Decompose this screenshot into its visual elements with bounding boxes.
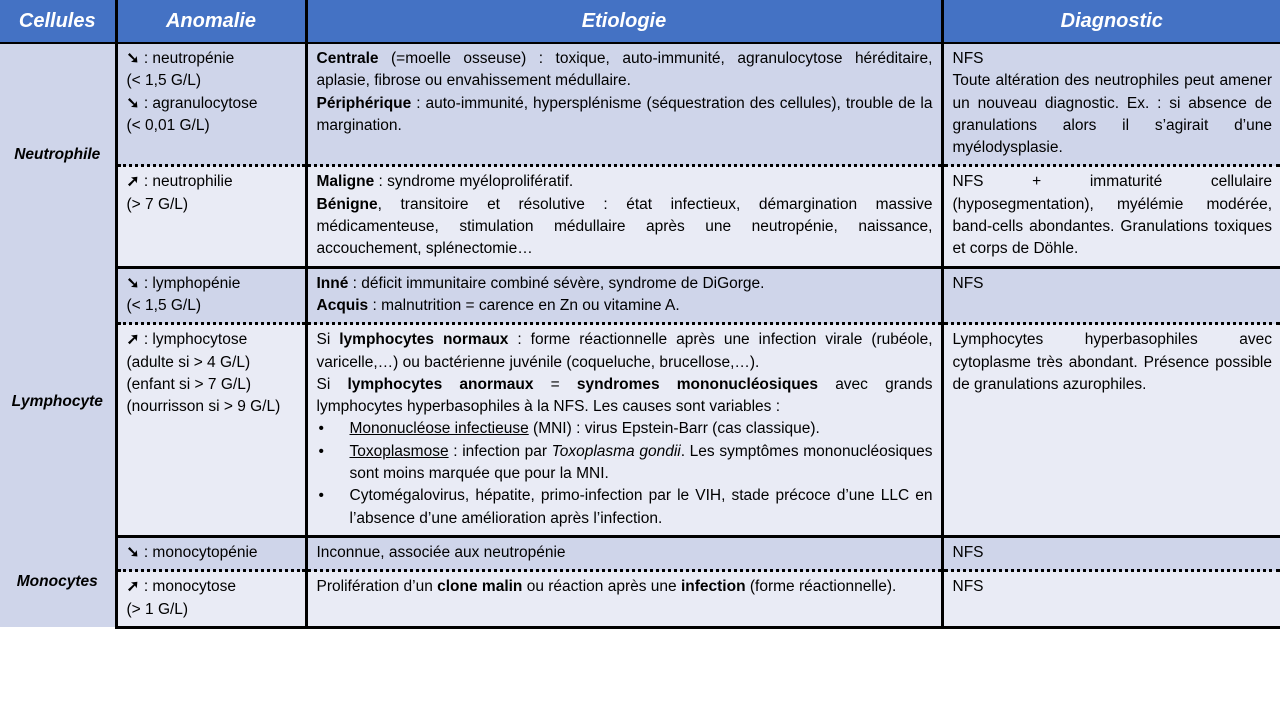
diagnostic-text: Toute altération des neutrophiles peut amener un nouveau diagnostic. Ex. : si absence de granulations alors il s’agirait d’une myélodysplasie. [952,72,1272,157]
arrow-down-icon: ➘ [126,274,140,292]
bullet-icon: • [318,487,324,505]
anomalie-threshold: (enfant si > 7 G/L) [126,375,251,393]
table-row-lymphocytose [0,324,1280,537]
header-etiologie: Etiologie [306,0,942,43]
text-lymphocytes-normaux: : forme réactionnelle après une infection virale (rubéole, varicelle,…) ou bactérienne juvénile (coqueluche, brucellose,…). [316,331,933,371]
anomalie-threshold: (< 1,5 G/L) [126,296,202,314]
etiologie-lymphocytose [306,324,942,537]
header-diagnostic: Diagnostic [942,0,1280,43]
text-equals: = [533,375,577,393]
label-benigne: Bénigne [316,195,378,213]
label-centrale: Centrale [316,50,379,67]
text-forme-reactionnelle: (forme réactionnelle). [745,578,897,596]
anomalie-text: : monocytose [143,578,236,596]
diagnostic-lymphocytose: Lymphocytes hyperbasophiles avec cytoplasme très abondant. Présence possible de granulations azurophiles. [942,324,1280,537]
text-inne: : déficit immunitaire combiné sévère, syndrome de DiGorge. [348,274,765,292]
anomalie-text: : monocytopénie [143,543,258,561]
text-toxoplasmose: : infection par [448,442,552,460]
list-item [317,418,933,440]
anomalie-text: : lymphocytose [143,331,248,349]
etiologie-monocytose [306,571,942,628]
label-lymphocytes-normaux: lymphocytes normaux [339,331,509,349]
anomalie-monocytose [116,571,306,628]
header-row [0,0,1280,43]
arrow-up-icon: ➚ [126,173,140,191]
list-item [317,485,933,530]
etiologie-neutrophilie [306,166,942,267]
text-si: Si [316,331,340,349]
anomalie-threshold: (< 1,5 G/L) [126,72,202,90]
anomalie-text: : neutropénie [143,50,235,67]
text-toxoplasma-gondii: Toxoplasma gondii [551,442,681,460]
text-cmv: Cytomégalovirus, hépatite, primo-infection par le VIH, stade précoce d’une LLC en l’absence d’une amélioration après l’infection. [349,487,933,527]
table-row-neutrophilie [0,166,1280,267]
label-peripherique: Périphérique [316,94,412,112]
anomalie-threshold: (> 1 G/L) [126,600,189,618]
etiologie-lymphopenie [306,267,942,324]
anomalie-threshold: (adulte si > 4 G/L) [126,353,251,371]
text-proliferation: Prolifération d’un [316,578,438,596]
anomalie-lymphopenie [116,267,306,324]
arrow-down-icon: ➘ [126,543,140,561]
arrow-down-icon: ➘ [126,50,140,67]
arrow-up-icon: ➚ [126,331,140,349]
label-syndromes-mononucleosiques: syndromes mononucléosiques [576,375,819,393]
diagnostic-text: NFS [952,50,984,67]
table-row-neutropenie [0,43,1280,166]
cell-name-monocytes: Monocytes [0,536,116,627]
anomalie-text: : lymphopénie [143,274,241,292]
diagnostic-neutrophilie: NFS + immaturité cellulaire (hyposegmentation), myélémie modérée, band-cells abondantes. Granulations toxiques et corps de Döhle. [942,166,1280,267]
cell-name-lymphocyte: Lymphocyte [0,267,116,536]
text-lymphocytes-anormaux: avec grands lymphocytes hyperbasophiles à la NFS. Les causes sont variables : [316,375,933,416]
header-anomalie: Anomalie [116,0,306,43]
text-si: Si [316,375,348,393]
anomalie-text: : agranulocytose [143,94,258,112]
label-toxoplasmose: Toxoplasmose [349,442,449,460]
text-peripherique: : auto-immunité, hypersplénisme (séquestration des cellules), trouble de la margination. [316,94,933,134]
diagnostic-monocytose: NFS [942,571,1280,628]
anomalie-lymphocytose [116,324,306,537]
header-cellules: Cellules [0,0,116,43]
text-benigne: , transitoire et résolutive : état infectieux, démargination massive médicamenteuse, stimulation médullaire après une neutropénie, naissance, accouchement, splénectomie… [316,195,933,258]
cell-name-neutrophile: Neutrophile [0,43,116,267]
anomalie-neutrophilie [116,166,306,267]
etiologie-monocytopenie: Inconnue, associée aux neutropénie [306,536,942,570]
bullet-icon: • [318,420,324,438]
diagnostic-monocytopenie: NFS [942,536,1280,570]
label-infection: infection [680,578,746,596]
table-row-monocytose [0,571,1280,628]
arrow-down-icon: ➘ [126,94,140,112]
text-reaction: ou réaction après une [522,578,681,596]
arrow-up-icon: ➚ [126,578,140,596]
label-lymphocytes-anormaux: lymphocytes anormaux [347,375,534,393]
text-acquis: : malnutrition = carence en Zn ou vitamine A. [368,296,680,314]
text-centrale: (=moelle osseuse) : toxique, auto-immunité, agranulocytose héréditaire, aplasie, fibrose ou envahissement médullaire. [316,50,933,90]
text-maligne: : syndrome myéloprolifératif. [374,173,574,191]
anomalie-threshold: (nourrisson si > 9 G/L) [126,398,281,416]
list-item [317,441,933,486]
text-mni: (MNI) : virus Epstein-Barr (cas classique). [528,420,820,438]
label-clone-malin: clone malin [437,578,523,596]
text-toxoplasmose-suite: . Les symptômes mononucléosiques sont moins marquée que pour la MNI. [349,442,933,483]
label-mni: Mononucléose infectieuse [349,420,529,438]
anomalie-text: : neutrophilie [143,173,233,191]
etiologie-neutropenie [306,43,942,166]
bullet-icon: • [318,442,324,460]
anomalie-neutropenie [116,43,306,166]
diagnostic-lymphopenie: NFS [942,267,1280,324]
label-maligne: Maligne [316,173,375,191]
anomalie-threshold: (> 7 G/L) [126,195,189,213]
label-inne: Inné [316,274,349,292]
diagnostic-neutropenie [942,43,1280,166]
table-row-monocytopenie [0,536,1280,570]
anomalie-threshold: (< 0,01 G/L) [126,116,210,134]
label-acquis: Acquis [316,296,369,314]
anomalie-monocytopenie [116,536,306,570]
table-row-lymphopenie [0,267,1280,324]
